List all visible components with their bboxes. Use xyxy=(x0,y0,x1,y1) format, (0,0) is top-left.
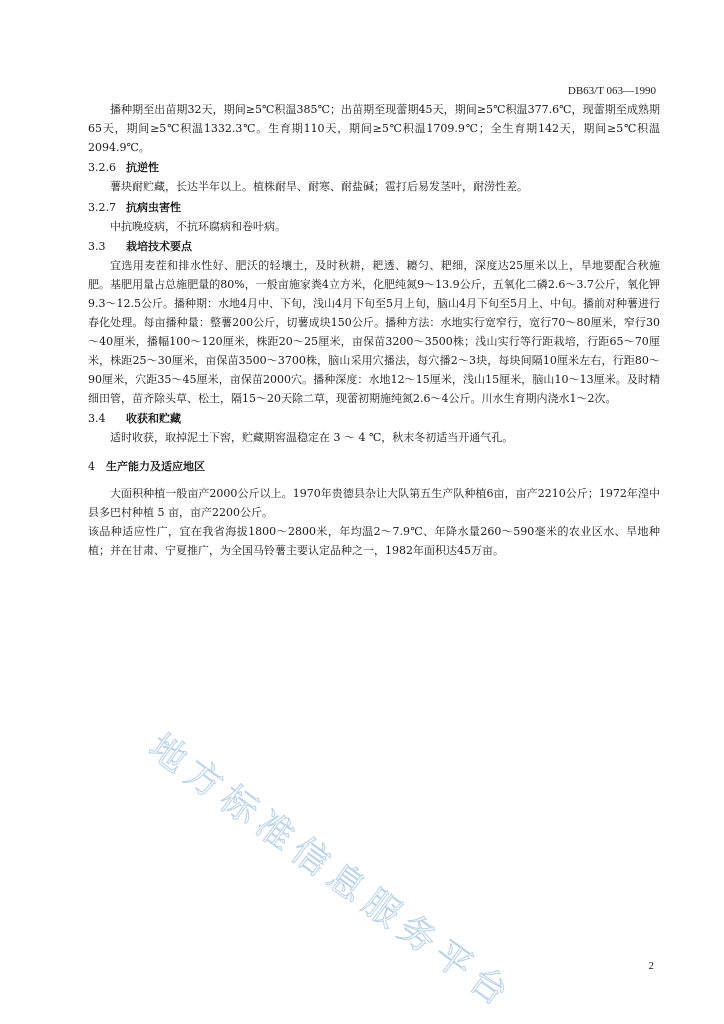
page-number: 2 xyxy=(648,960,654,972)
harvest-storage-paragraph: 适时收获，取掉泥土下窖，贮藏期窖温稳定在 3 ～ 4 ℃，秋末冬初适当开通气孔。 xyxy=(110,431,514,444)
cultivation-paragraph: 宜选用麦茬和排水性好、肥沃的轻壤土，及时秋耕，耙透、耱匀、耙细，深度达25厘米以上，旱地要配合秋施肥。基肥用量占总施肥量的80%，一般亩施家粪4立方米，化肥纯氮9～13.9公斤，五氧化二磷2.6～3.7公斤，氧化钾9.3～12.5公斤。播种期：水地4月中、下旬，浅山4月下旬至5月上旬，脑山4月下旬至5月上、中旬。播前对种薯进行春化处理。每亩播种量：整薯200公斤，切薯成块150公斤。播种方法：水地实行宽窄行，宽行70～80厘米，窄行30～40厘米，播幅100～120厘米，株距20～25厘米，亩保苗3200～3500株；浅山实行等行距栽培，行距65～70厘米，株距25～30厘米，亩保苗3500～3700株，脑山采用穴播法，每穴播2～3块，每块间隔10厘米左右，行距80～90厘米，穴距35～45厘米，亩保苗2000穴。播种深度：水地12～15厘米，浅山15厘米，脑山10～13厘米。及时精细田管，苗齐除头草、松土，隔15～20天除二草，现蕾初期施纯氮2.6～4公斤。川水生育期内浇水1～2次。 xyxy=(88,259,660,405)
section-title: 抗病虫害性 xyxy=(126,201,181,214)
section-number: 3.2.6 xyxy=(88,161,116,174)
section-heading-3-4 xyxy=(88,409,660,428)
page-header: DB63/T 063—1990 xyxy=(567,85,656,97)
section-title: 抗逆性 xyxy=(126,161,159,174)
adaptation-paragraph: 该品种适应性广，宜在我省海拔1800～2800米，年均温2～7.9℃、年降水量260～590毫米的农业区水、旱地种植；并在甘肃、宁夏推广，为全国马铃薯主要认定品种之一，1982年面积达45万亩。 xyxy=(88,525,660,557)
production-paragraph: 大面积种植一般亩产2000公斤以上。1970年贵德县杂让大队第五生产队种植6亩，亩产2210公斤；1972年湟中县多巴村种植 5 亩，亩产2200公斤。 xyxy=(88,487,660,519)
section-heading-4 xyxy=(88,457,660,476)
section-title: 生产能力及适应地区 xyxy=(106,460,205,473)
section-title: 栽培技术要点 xyxy=(126,240,192,253)
section-heading-3-2-6 xyxy=(88,158,660,177)
section-number: 3.3 xyxy=(88,240,106,253)
growth-period-paragraph: 播种期至出苗期32天，期间≥5℃积温385℃；出苗期至现蕾期45天，期间≥5℃积温377.6℃，现蕾期至成熟期65天，期间≥5℃积温1332.3℃。生育期110天，期间≥5℃积温1709.9℃；全生育期142天，期间≥5℃积温2094.9℃。 xyxy=(88,103,660,154)
section-heading-3-3 xyxy=(88,237,660,256)
section-number: 4 xyxy=(88,460,95,473)
section-title: 收获和贮藏 xyxy=(126,412,181,425)
section-number: 3.4 xyxy=(88,412,106,425)
section-heading-3-2-7 xyxy=(88,198,660,217)
watermark: 地方标准信息服务平台 xyxy=(141,726,522,1019)
stress-resistance-paragraph: 薯块耐贮藏，长达半年以上。植株耐旱、耐寒、耐盐碱；雹打后易发茎叶，耐涝性差。 xyxy=(110,180,528,193)
disease-resistance-paragraph: 中抗晚疫病，不抗环腐病和卷叶病。 xyxy=(110,220,286,233)
page-content xyxy=(88,100,660,560)
section-number: 3.2.7 xyxy=(88,201,116,214)
